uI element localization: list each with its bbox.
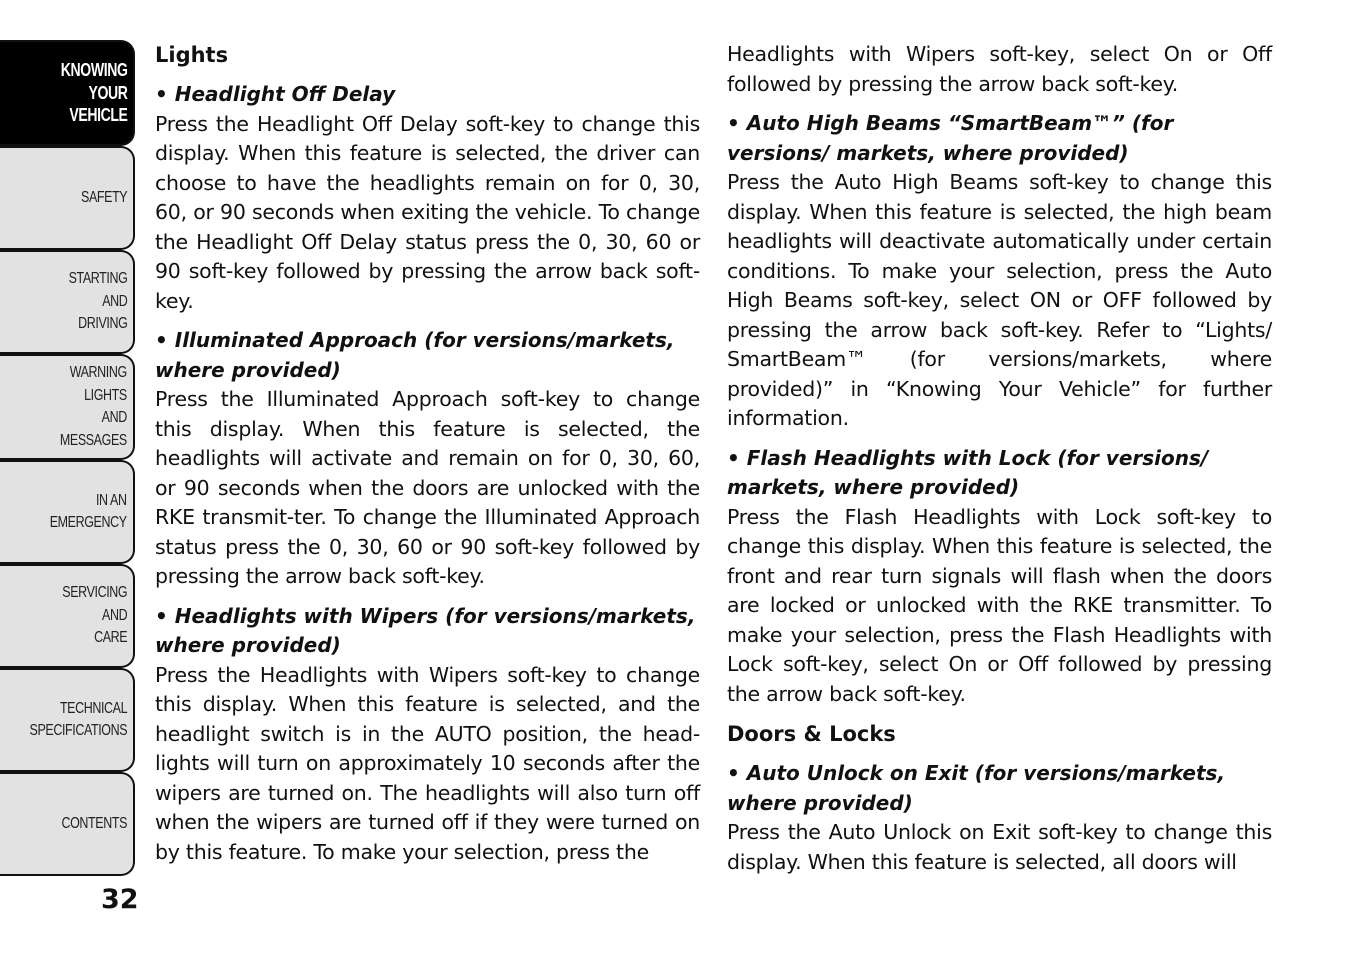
bullet-title: • Auto Unlock on Exit (for versions/markets, where provided) [727,761,1226,815]
paragraph: Press the Flash Headlights with Lock soft-key to change this display. When this feature is selected, the front and rear turn signals will flash when the doors are locked or unlocked with the RKE transmitter. To make your selection, press the Flash Headlights with Lock soft-key, select On or Off followed by pressing the arrow back soft-key. [727,504,1272,706]
paragraph: Press the Headlights with Wipers soft-key to change this display. When this feature is selected, and the headlight switch is in the AUTO position, the head-lights will turn on approximately 10 seconds after the wipers are turned on. The headlights will also turn off when the wipers are turned off if they were turned on by this feature. To make your selection, press the [155,662,700,864]
left-column [155,40,700,867]
bullet-title: • Auto High Beams “SmartBeam™” (for versions/ markets, where provided) [727,111,1174,165]
paragraph: Press the Illuminated Approach soft-key to change this display. When this feature is selected, the headlights will activate and remain on for 0, 30, 60, or 90 seconds when the doors are unlocked with the RKE transmit-ter. To change the Illuminated Approach status press the 0, 30, 60 or 90 soft-key followed by pressing the arrow back soft-key. [155,387,700,588]
page-number: 32 [101,884,139,915]
tab-knowing-your-vehicle[interactable] [0,40,135,146]
section-heading: Lights [155,43,229,67]
paragraph: Press the Auto High Beams soft-key to change this display. When this feature is selected, the high beam headlights will deactivate automatically under certain conditions. To make your selection, press the Auto High Beams soft-key, select ON or OFF followed by pressing the arrow back soft-key. Refer to “Lights/ SmartBeam™ (for versions/markets, where provided)” in “Knowing Your Vehicle” for further information. [727,170,1272,430]
paragraph-continued: Headlights with Wipers soft-key, select On or Off followed by pressing the arrow back soft-key. [727,42,1272,96]
tab-label: STARTING AND DRIVING [68,270,127,333]
tab-label: CONTENTS [61,814,127,832]
paragraph: Press the Auto Unlock on Exit soft-key to change this display. When this feature is selected, all doors will [727,820,1272,874]
tab-servicing-and-care[interactable] [0,564,135,668]
tab-in-an-emergency[interactable] [0,460,135,564]
tab-label: SERVICING AND CARE [62,584,127,647]
right-column [727,40,1272,877]
tab-label: SAFETY [80,188,127,206]
paragraph: Press the Headlight Off Delay soft-key to change this display. When this feature is selected, the driver can choose to have the headlights remain on for 0, 30, 60, or 90 seconds when exiting the vehicle. To change the Headlight Off Delay status press the 0, 30, 60 or 90 soft-key followed by pressing the arrow back soft-key. [155,111,700,313]
tab-label: WARNING LIGHTS AND MESSAGES [60,364,127,449]
bullet-title: • Headlights with Wipers (for versions/markets, where provided) [155,603,696,657]
tab-safety[interactable] [0,146,135,250]
tab-label: IN AN EMERGENCY [50,491,127,531]
tab-label: KNOWING YOUR VEHICLE [60,60,127,126]
tab-technical-specifications[interactable] [0,668,135,772]
tab-label: TECHNICAL SPECIFICATIONS [29,699,127,739]
tab-starting-and-driving[interactable] [0,250,135,354]
bullet-title: • Flash Headlights with Lock (for versions/ markets, where provided) [727,445,1209,499]
bullet-title: • Headlight Off Delay [155,82,396,106]
tab-contents[interactable] [0,772,135,876]
section-heading: Doors & Locks [727,722,896,746]
tab-warning-lights-and-messages[interactable] [0,354,135,460]
bullet-title: • Illuminated Approach (for versions/markets, where provided) [155,328,675,382]
